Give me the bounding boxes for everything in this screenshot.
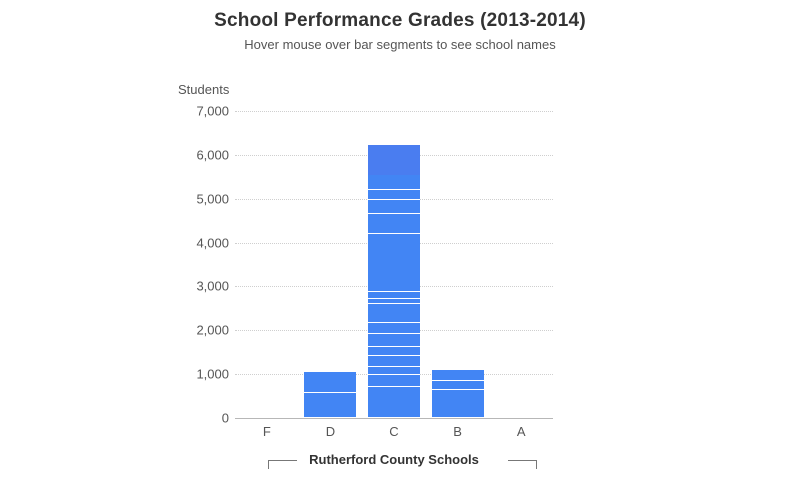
- x-axis-tick-label: F: [262, 424, 271, 439]
- bar-segment[interactable]: [304, 372, 356, 392]
- bar-segment[interactable]: [368, 190, 420, 200]
- y-axis-tick-label: 3,000: [196, 278, 229, 294]
- y-axis-tick-label: 4,000: [196, 235, 229, 251]
- bar-segment[interactable]: [368, 299, 420, 305]
- bar-segment[interactable]: [432, 381, 484, 390]
- bar-segment[interactable]: [368, 356, 420, 367]
- bar-segment[interactable]: [432, 390, 484, 418]
- gridline: [235, 111, 553, 112]
- x-axis-tick-label: A: [516, 424, 526, 439]
- x-axis-tick-labels: [235, 424, 553, 444]
- bar-segment[interactable]: [368, 292, 420, 299]
- y-axis-tick-label: 0: [221, 410, 229, 426]
- bar-segment[interactable]: [368, 323, 420, 334]
- bar-segment[interactable]: [368, 387, 420, 418]
- x-axis-line: [235, 418, 553, 419]
- plot-area: [235, 111, 553, 418]
- chart-title: School Performance Grades (2013-2014): [214, 10, 586, 31]
- y-axis-tick-labels: [165, 0, 229, 500]
- x-axis-tick-label: C: [389, 424, 399, 439]
- x-axis-bracket-left: [268, 460, 297, 469]
- y-axis-title: Students: [178, 82, 230, 97]
- bar-segment[interactable]: [432, 370, 484, 381]
- y-axis-tick-label: 1,000: [196, 366, 229, 382]
- bar-segment[interactable]: [368, 367, 420, 374]
- bar-segment[interactable]: [368, 334, 420, 347]
- bar-segment[interactable]: [368, 214, 420, 234]
- bar-segment[interactable]: [368, 234, 420, 292]
- y-axis-tick-label: 2,000: [196, 322, 229, 338]
- y-axis-tick-label: 7,000: [196, 103, 229, 119]
- chart-subtitle: Hover mouse over bar segments to see school names: [244, 37, 556, 52]
- y-axis-tick-label: 5,000: [196, 191, 229, 207]
- x-axis-tick-label: D: [325, 424, 336, 439]
- bar-c[interactable]: [368, 145, 420, 418]
- bar-segment[interactable]: [368, 347, 420, 356]
- x-axis-title: Rutherford County Schools: [309, 452, 479, 467]
- bar-segment[interactable]: [368, 200, 420, 214]
- y-axis-tick-label: 6,000: [196, 147, 229, 163]
- bar-segment[interactable]: [368, 304, 420, 322]
- bar-segment[interactable]: [304, 393, 356, 418]
- bar-b[interactable]: [432, 370, 484, 418]
- bar-segment[interactable]: [368, 175, 420, 189]
- bar-segment[interactable]: [368, 375, 420, 387]
- x-axis-bracket-right: [508, 460, 537, 469]
- x-axis-tick-label: B: [453, 424, 462, 439]
- bar-d[interactable]: [304, 372, 356, 418]
